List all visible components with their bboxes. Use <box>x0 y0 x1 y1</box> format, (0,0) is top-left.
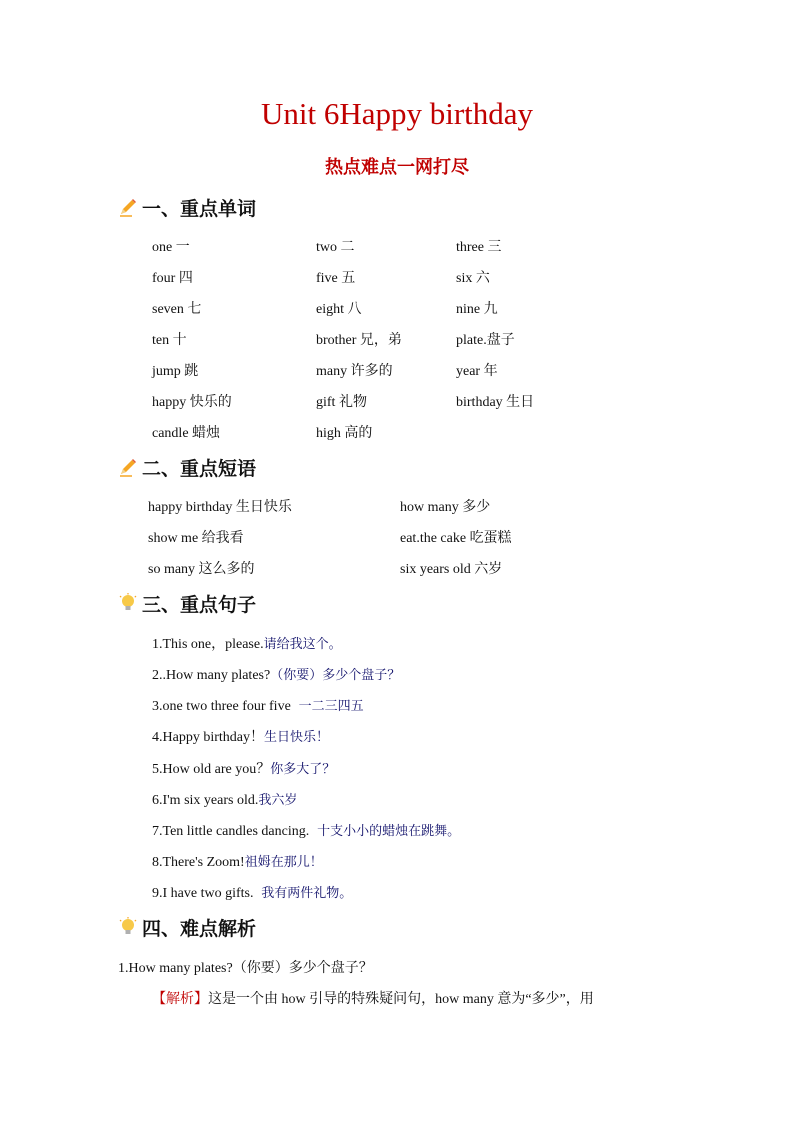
word-item: birthday 生日 <box>456 395 535 410</box>
word-item: year 年 <box>456 364 498 379</box>
word-item: six 六 <box>456 271 490 286</box>
analysis-tag: 【解析】 <box>152 992 208 1007</box>
sentence-cn: 一二三四五 <box>290 699 364 714</box>
phrase-item: six years old 六岁 <box>400 562 503 577</box>
sentence-item <box>152 882 352 902</box>
document-title: Unit 6Happy birthday <box>260 96 534 131</box>
sentence-en: 6.I'm six years old. <box>152 793 259 808</box>
word-item: five 五 <box>316 271 356 286</box>
word-item: seven 七 <box>152 302 202 317</box>
word-item: three 三 <box>456 240 502 255</box>
sentence-cn: 我有两件礼物。 <box>253 886 353 901</box>
phrase-item: show me 给我看 <box>148 531 244 546</box>
sentence-en: 1.This one，please. <box>152 637 264 652</box>
sentence-item <box>152 695 364 715</box>
sentence-item <box>152 726 329 746</box>
sentence-item <box>152 664 400 684</box>
word-item: many 许多的 <box>316 364 393 379</box>
document-subtitle: 热点难点一网打尽 <box>325 157 469 178</box>
section-sentences-heading <box>118 590 256 616</box>
word-item: brother 兄，弟 <box>316 333 402 348</box>
section-analysis-heading <box>118 914 256 940</box>
word-item: candle 蜡烛 <box>152 426 221 441</box>
sentence-en: 9.I have two gifts. <box>152 886 254 901</box>
sentence-cn: 请给我这个。 <box>263 637 342 652</box>
sentence-en: 2..How many plates? <box>152 668 271 683</box>
lightbulb-icon <box>118 917 138 937</box>
sentence-cn: 祖姆在那儿！ <box>244 855 323 870</box>
sentence-item <box>152 851 323 871</box>
word-item: happy 快乐的 <box>152 395 232 410</box>
word-item: high 高的 <box>316 426 373 441</box>
phrase-item: happy birthday 生日快乐 <box>148 500 292 515</box>
section-heading-text: 四、难点解析 <box>142 917 257 940</box>
section-words-heading <box>118 194 256 220</box>
sentence-en: 5.How old are you？ <box>152 762 271 777</box>
word-item: ten 十 <box>152 333 187 348</box>
phrase-item: eat.the cake 吃蛋糕 <box>400 531 512 546</box>
sentence-item <box>152 633 342 653</box>
pencil-icon <box>118 197 138 217</box>
section-phrases-heading <box>118 454 256 480</box>
sentence-item <box>152 789 297 809</box>
phrase-item: so many 这么多的 <box>148 562 255 577</box>
sentence-cn: 生日快乐！ <box>263 730 329 745</box>
section-heading-text: 二、重点短语 <box>142 457 257 480</box>
word-item: plate.盘子 <box>456 333 515 348</box>
word-item: gift 礼物 <box>316 395 367 410</box>
sentence-en: 3.one two three four five <box>152 699 291 714</box>
sentence-item <box>152 820 460 840</box>
sentence-cn: （你要）多少个盘子？ <box>270 668 401 683</box>
word-item: eight 八 <box>316 302 362 317</box>
sentence-en: 7.Ten little candles dancing. <box>152 824 310 839</box>
pencil-icon <box>118 457 138 477</box>
word-item: jump 跳 <box>152 364 199 379</box>
word-item: four 四 <box>152 271 193 286</box>
lightbulb-icon <box>118 593 138 613</box>
section-heading-text: 一、重点单词 <box>142 197 257 220</box>
sentence-en: 4.Happy birthday！ <box>152 730 264 745</box>
word-item: one 一 <box>152 240 190 255</box>
sentence-item <box>152 758 335 778</box>
analysis-text: 这是一个由 how 引导的特殊疑问句，how many 意为“多少”，用 <box>208 992 594 1007</box>
sentence-cn: 十支小小的蜡烛在跳舞。 <box>309 824 461 839</box>
analysis-question: 1.How many plates?（你要）多少个盘子？ <box>118 961 373 976</box>
sentence-cn: 你多大了？ <box>270 762 336 777</box>
analysis-explanation <box>152 988 594 1008</box>
word-item: nine 九 <box>456 302 498 317</box>
section-heading-text: 三、重点句子 <box>142 593 257 616</box>
sentence-cn: 我六岁 <box>258 793 298 808</box>
phrase-item: how many 多少 <box>400 500 491 515</box>
word-item: two 二 <box>316 240 355 255</box>
sentence-en: 8.There's Zoom! <box>152 855 245 870</box>
